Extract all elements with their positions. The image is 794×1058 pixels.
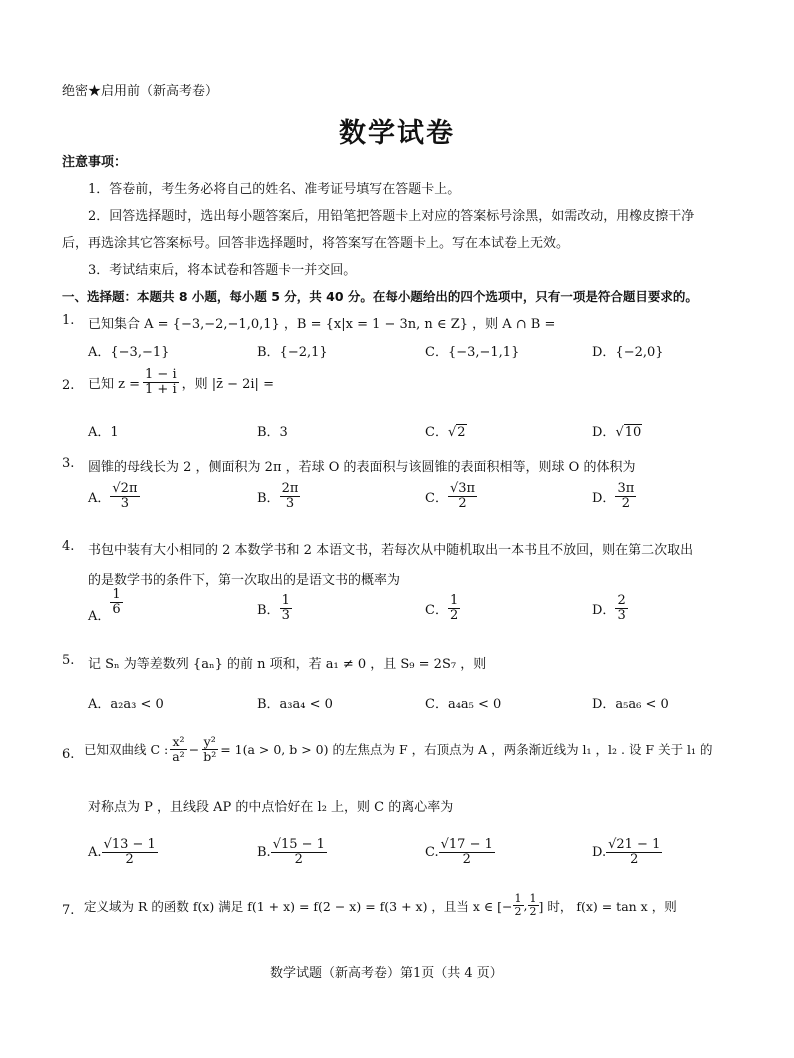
frac-den: 2 <box>458 496 467 512</box>
sqrt-icon: √ <box>447 425 457 440</box>
q1-option-d: D．{−2,0} <box>592 345 664 360</box>
frac-den: 2 <box>449 608 459 624</box>
q2-option-c-radicand: 2 <box>457 425 466 440</box>
q6-frac-x <box>170 735 186 764</box>
q1-stem: 已知集合 A = {−3,−2,−1,0,1} ，B = {x|x = 1 − 3n, n ∈ Z} ，则 A ∩ B = <box>88 317 556 332</box>
q7-comma: , <box>523 898 528 914</box>
q5-option-c: C．a₄a₅ < 0 <box>425 697 502 712</box>
q4-option-a-frac <box>110 588 122 618</box>
section-heading: 一、选择题：本题共 8 小题，每小题 5 分，共 40 分。在每小题给出的四个选项中，只有一项是符合题目要求的。 <box>62 289 698 304</box>
frac-den: 3 <box>120 496 130 512</box>
q6-frac-y <box>201 735 218 764</box>
frac-num: √17 − 1 <box>440 837 493 852</box>
notice-3: 3．考试结束后，将本试卷和答题卡一并交回。 <box>88 263 357 278</box>
q6-option-c <box>425 838 495 868</box>
q4-option-d-label: D． <box>592 603 616 619</box>
q6-option-d-label: D. <box>592 845 607 861</box>
frac-num: √3π <box>449 481 476 496</box>
q6-option-b <box>257 838 327 868</box>
q7-frac-b <box>528 893 539 918</box>
q7-stem-a: 定义域为 R 的函数 f(x) 满足 f(1 + x) = f(2 − x) = f(3 + x) ，且当 x ∈ [− <box>84 898 513 914</box>
frac-den: 2 <box>294 852 303 868</box>
frac-num: 3π <box>617 481 635 496</box>
q4-stem-line1: 书包中装有大小相同的 2 本数学书和 2 本语文书，若每次从中随机取出一本书且不放回，则在第二次取出 <box>88 543 694 558</box>
frac-den: 3 <box>281 608 290 624</box>
q6-stem-a: 已知双曲线 C : <box>84 742 169 758</box>
frac-den: 3 <box>285 496 295 512</box>
q6-option-c-label: C. <box>425 845 439 861</box>
frac-num: y² <box>203 734 216 749</box>
q2-option-d <box>592 421 642 440</box>
q6-option-b-frac <box>271 838 327 868</box>
frac-num: √21 − 1 <box>608 837 661 852</box>
q7-stem <box>84 893 677 918</box>
frac-num: 1 <box>529 892 537 905</box>
q2-option-c-label: C． <box>425 425 448 440</box>
frac-num: 1 <box>112 587 121 602</box>
q3-option-d-frac <box>615 482 636 512</box>
q2-option-c <box>425 421 467 440</box>
page-footer: 数学试题（新高考卷）第1页（共 4 页） <box>270 966 503 981</box>
q2-option-d-label: D． <box>592 425 616 440</box>
q6-option-a-label: A. <box>88 845 102 861</box>
q6-stem <box>84 735 713 764</box>
q4-option-a <box>88 587 123 624</box>
frac-den: 2 <box>529 905 537 919</box>
q6-option-d <box>592 838 662 868</box>
q4-option-d <box>592 594 628 624</box>
q5-option-b: B．a₃a₄ < 0 <box>257 697 333 712</box>
q6-option-d-frac <box>606 838 662 868</box>
q4-option-c-label: C． <box>425 603 448 619</box>
frac-den: 2 <box>514 905 522 919</box>
frac-num: 1 <box>281 593 290 608</box>
frac-num: x² <box>172 734 185 749</box>
q2-stem <box>88 368 274 398</box>
notice-1: 1．答卷前，考生务必将自己的姓名、准考证号填写在答题卡上。 <box>88 182 461 197</box>
q3-option-d-label: D． <box>592 491 616 507</box>
q4-number: 4. <box>62 539 75 554</box>
q3-option-a-frac <box>110 482 139 512</box>
q5-option-d: D．a₅a₆ < 0 <box>592 697 669 712</box>
top-note: 绝密★启用前（新高考卷） <box>62 84 219 99</box>
q5-number: 5. <box>62 653 75 668</box>
q2-frac-den: 1 + i <box>145 382 177 398</box>
q1-option-b: B．{−2,1} <box>257 345 328 360</box>
q2-stem-b: ，则 |z̄ − 2i| = <box>181 377 274 393</box>
frac-den: b² <box>203 748 217 764</box>
sqrt-icon: √ <box>615 425 624 440</box>
q2-option-a: A．1 <box>88 425 119 440</box>
q2-stem-a: 已知 z = <box>88 377 141 393</box>
q4-option-c <box>425 594 460 624</box>
frac-den: 2 <box>462 852 471 868</box>
frac-num: 2 <box>617 593 626 608</box>
q1-option-a: A．{−3,−1} <box>88 345 170 360</box>
q4-option-b <box>257 594 292 624</box>
notice-heading: 注意事项： <box>62 155 128 170</box>
notice-2: 2．回答选择题时，选出每小题答案后，用铅笔把答题卡上对应的答案标号涂黑，如需改动，用橡皮擦干净 <box>88 209 695 224</box>
page-title: 数学试卷 <box>339 118 455 149</box>
q2-frac-num: 1 − i <box>145 367 177 382</box>
frac-den: a² <box>172 748 185 764</box>
q6-number: 6. <box>62 747 75 762</box>
q4-option-b-frac <box>280 594 292 624</box>
q3-stem: 圆锥的母线长为 2 ，侧面积为 2π ，若球 O 的表面积与该圆锥的表面积相等，则球 O 的体积为 <box>88 460 636 475</box>
frac-num: √13 − 1 <box>103 837 156 852</box>
q2-option-d-radicand: 10 <box>624 425 642 440</box>
frac-num: 1 <box>514 892 522 905</box>
q6-stem-b: = 1(a > 0, b > 0) 的左焦点为 F ，右顶点为 A ，两条渐近线为 l₁ ，l₂ . 设 F 关于 l₁ 的 <box>220 742 713 758</box>
q5-option-a: A．a₂a₃ < 0 <box>88 697 164 712</box>
q3-option-b <box>257 482 300 512</box>
q6-stem-line2: 对称点为 P ，且线段 AP 的中点恰好在 l₂ 上，则 C 的离心率为 <box>88 800 454 815</box>
q3-number: 3. <box>62 456 75 471</box>
frac-num: 1 <box>449 593 459 608</box>
q3-option-c <box>425 482 477 512</box>
frac-den: 2 <box>621 496 630 512</box>
frac-num: 2π <box>281 481 299 496</box>
q4-option-c-frac <box>448 594 460 624</box>
notice-2-cont: 后，再选涂其它答案标号。回答非选择题时，将答案写在答题卡上。写在本试卷上无效。 <box>62 236 570 251</box>
q4-option-d-frac <box>615 594 627 624</box>
q4-stem-line2: 的是数学书的条件下，第一次取出的是语文书的概率为 <box>88 573 401 588</box>
q7-stem-b: ] 时， f(x) = tan x ，则 <box>538 898 677 914</box>
frac-den: 2 <box>125 852 134 868</box>
q3-option-d <box>592 482 636 512</box>
q7-frac-a <box>513 893 524 918</box>
q2-option-b: B．3 <box>257 425 288 440</box>
q3-option-a <box>88 482 140 512</box>
frac-den: 2 <box>630 852 639 868</box>
q6-option-c-frac <box>439 838 495 868</box>
q3-option-c-frac <box>448 482 477 512</box>
q1-option-c: C．{−3,−1,1} <box>425 345 520 360</box>
frac-num: √15 − 1 <box>272 837 325 852</box>
q7-number: 7. <box>62 903 75 918</box>
q4-option-a-label: A． <box>88 608 111 624</box>
q2-fraction <box>143 368 179 398</box>
q3-option-a-label: A． <box>88 491 111 507</box>
frac-den: 6 <box>112 602 121 618</box>
q2-number: 2. <box>62 378 75 393</box>
q3-option-b-label: B． <box>257 491 280 507</box>
q4-option-b-label: B． <box>257 603 280 619</box>
q3-option-b-frac <box>280 482 301 512</box>
q6-option-a-frac <box>102 838 158 868</box>
frac-num: √2π <box>112 481 138 496</box>
q6-option-b-label: B. <box>257 845 271 861</box>
q6-option-a <box>88 838 158 868</box>
q5-stem: 记 Sₙ 为等差数列 {aₙ} 的前 n 项和，若 a₁ ≠ 0 ，且 S₉ = 2S₇ ，则 <box>88 657 487 672</box>
q6-minus: − <box>188 741 200 757</box>
q1-number: 1. <box>62 313 75 328</box>
frac-den: 3 <box>617 608 626 624</box>
q3-option-c-label: C． <box>425 491 448 507</box>
